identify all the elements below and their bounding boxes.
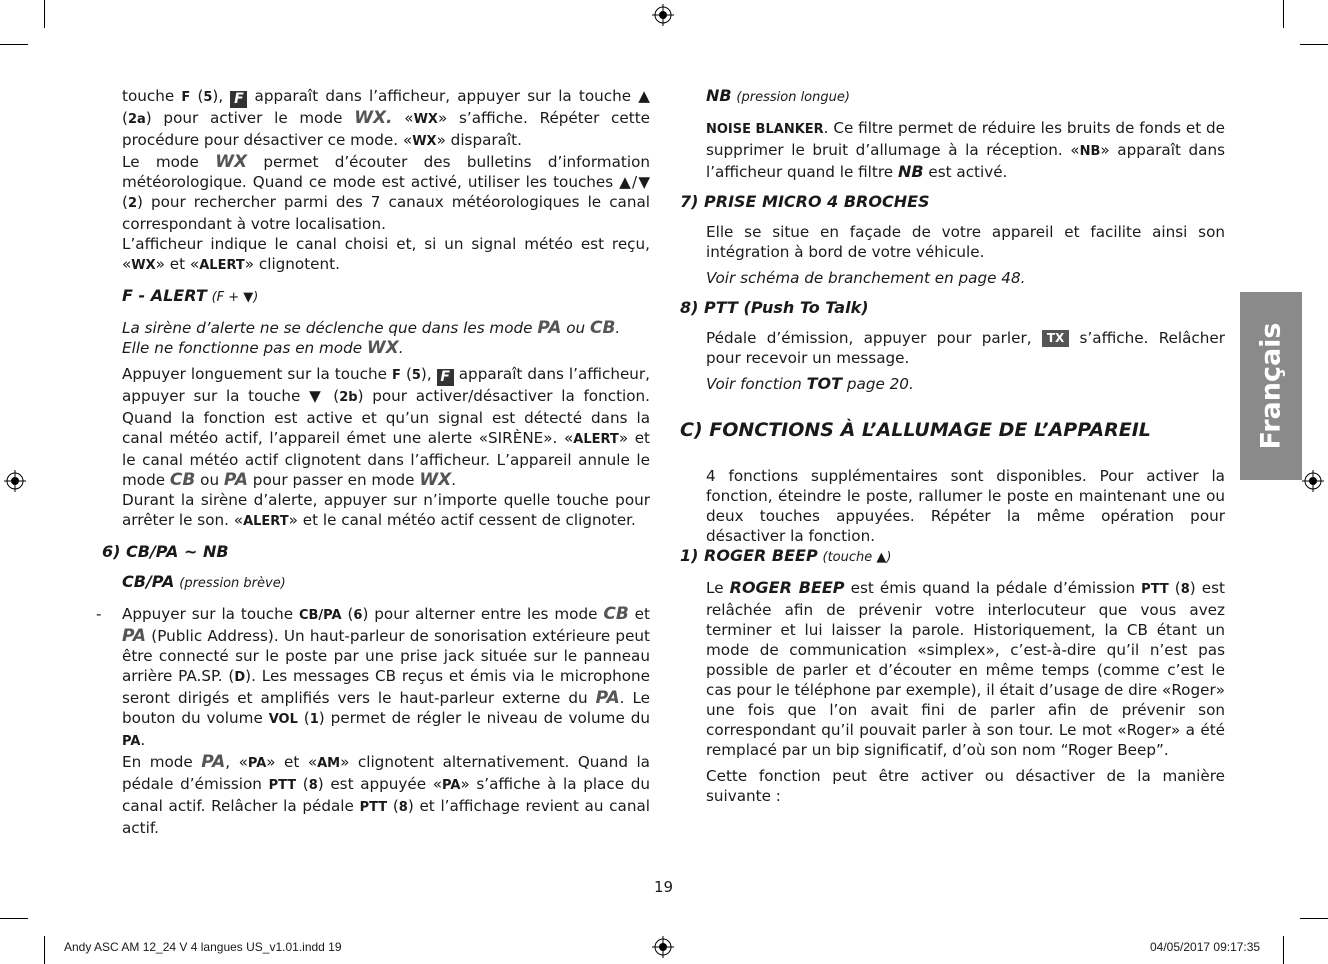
footer-timestamp: 04/05/2017 09:17:35 <box>1150 940 1261 954</box>
falert-note-1: La sirène d’alerte ne se déclenche que dans les mode PA ou CB. <box>122 318 621 338</box>
crop-mark <box>1300 918 1328 919</box>
section-6-heading: 6) CB/PA ~ NB <box>102 542 229 561</box>
registration-mark-icon <box>652 936 674 958</box>
page-number: 19 <box>654 878 674 896</box>
micro-paragraph: Elle se situe en façade de votre appareil et facilite ainsi son intégration à bord de votre véhicule. <box>706 223 1225 261</box>
falert-note-2: Elle ne fonctionne pas en mode WX. <box>122 338 404 358</box>
falert-paragraph: Appuyer longuement sur la touche F (5), F apparaît dans l’afficheur, appuyer sur la touche ▼ (2b) pour activer/désactiver la fonction. Quand la fonction est active et qu’un signal est détecté dans la canal météo actif, l’appareil émet une alerte «SIRÈNE». «ALERT» et le canal météo actif clignotent dans l’afficheur. L’appareil annule le mode CB ou PA pour passer en mode WX. <box>122 365 650 490</box>
section-7-heading: 7) PRISE MICRO 4 BROCHES <box>680 192 930 211</box>
footer-filename: Andy ASC AM 12_24 V 4 langues US_v1.01.indd 19 <box>64 940 342 954</box>
falert-heading: F - ALERT (F + ▼) <box>122 286 259 305</box>
wx-paragraph-1: touche F (5), F apparaît dans l’afficheur, appuyer sur la touche ▲ (2a) pour activer le mode WX. «WX» s’affiche. Répéter cette procédure pour désactiver ce mode. «WX» disparaît. <box>122 87 650 149</box>
language-tab-label: Français <box>1255 322 1287 450</box>
nb-paragraph: NOISE BLANKER. Ce filtre permet de réduire les bruits de fonds et de supprimer le bruit d’allumage à la réception. «NB» apparaît dans l’afficheur quand le filtre NB est activé. <box>706 119 1225 181</box>
nb-heading: NB (pression longue) <box>706 86 850 105</box>
right-column <box>680 86 1225 806</box>
section-c-heading: C) FONCTIONS À L’ALLUMAGE DE L’APPAREIL <box>680 419 1151 441</box>
language-tab <box>1240 292 1302 480</box>
cbpa-paragraph: - Appuyer sur la touche CB/PA (6) pour alterner entre les mode CB et PA (Public Address). Un haut-parleur de sonorisation extérieure peut être connecté sur le poste par une prise jack située sur le panneau arrière PA.SP. (D). Les messages CB reçus et émis via le microphone seront dirigés et amplifiés vers le haut-parleur externe du PA. Le bouton du volume VOL (1) permet de régler le niveau de volume du PA. <box>96 604 650 749</box>
crop-mark <box>1283 0 1284 28</box>
f-indicator-icon: F <box>437 369 454 386</box>
wx-paragraph-2: Le mode WX permet d’écouter des bulletins d’information météorologique. Quand ce mode est activé, utiliser les touches ▲/▼ (2) pour rechercher parmi des 7 canaux météorologiques le canal correspondant à votre localisation. <box>122 152 650 233</box>
crop-mark <box>44 936 45 964</box>
tx-indicator-icon: TX <box>1042 330 1069 347</box>
crop-mark <box>44 0 45 28</box>
pa-paragraph: En mode PA, «PA» et «AM» clignotent alternativement. Quand la pédale d’émission PTT (8) est appuyée «PA» s’affiche à la place du canal actif. Relâcher la pédale PTT (8) et l’affichage revient au canal actif. <box>122 752 650 837</box>
f-indicator-icon: F <box>230 91 247 108</box>
wx-paragraph-3: L’afficheur indique le canal choisi et, si un signal météo est reçu, «WX» et «ALERT» clignotent. <box>122 235 650 273</box>
ptt-note: Voir fonction TOT page 20. <box>706 374 914 393</box>
left-column <box>96 86 650 838</box>
crop-mark <box>1283 936 1284 964</box>
registration-mark-icon <box>1302 470 1324 492</box>
crop-mark <box>0 918 28 919</box>
roger-beep-paragraph: Le ROGER BEEP est émis quand la pédale d’émission PTT (8) est relâchée afin de prévenir votre interlocuteur que vous avez terminer et lui laisser la parole. Historiquement, la CB étant un mode de communication «simplex», c’est-à-dire qu’il n’est pas possible de parler et d’écouter en même temps (comme c’est le cas pour le téléphone par exemple), il était d’usage de dire «Roger» une fois que l’on avait fini de parler afin de prévenir son correspondant qu’il pouvait parler à son tour. Le mot «Roger» a été remplacé par un bip significatif, d’où son nom “Roger Beep”. <box>706 578 1225 759</box>
roger-beep-paragraph-2: Cette fonction peut être activer ou désactiver de la manière suivante : <box>706 767 1225 805</box>
crop-mark <box>0 44 28 45</box>
roger-beep-heading: 1) ROGER BEEP (touche ▲) <box>680 546 892 565</box>
crop-mark <box>1300 44 1328 45</box>
registration-mark-icon <box>652 4 674 26</box>
cbpa-heading: CB/PA (pression brève) <box>122 572 286 591</box>
micro-note: Voir schéma de branchement en page 48. <box>706 269 1026 287</box>
ptt-paragraph: Pédale d’émission, appuyer pour parler, TX s’affiche. Relâcher pour recevoir un message. <box>706 329 1225 367</box>
startup-paragraph: 4 fonctions supplémentaires sont disponibles. Pour activer la fonction, éteindre le poste, rallumer le poste en maintenant une ou deux touches appuyées. Répéter la même opération pour désactiver la fonction. <box>706 467 1225 545</box>
registration-mark-icon <box>4 470 26 492</box>
falert-paragraph-2: Durant la sirène d’alerte, appuyer sur n’importe quelle touche pour arrêter le son. «ALERT» et le canal météo actif cessent de clignoter. <box>122 491 650 529</box>
section-8-heading: 8) PTT (Push To Talk) <box>680 298 869 317</box>
